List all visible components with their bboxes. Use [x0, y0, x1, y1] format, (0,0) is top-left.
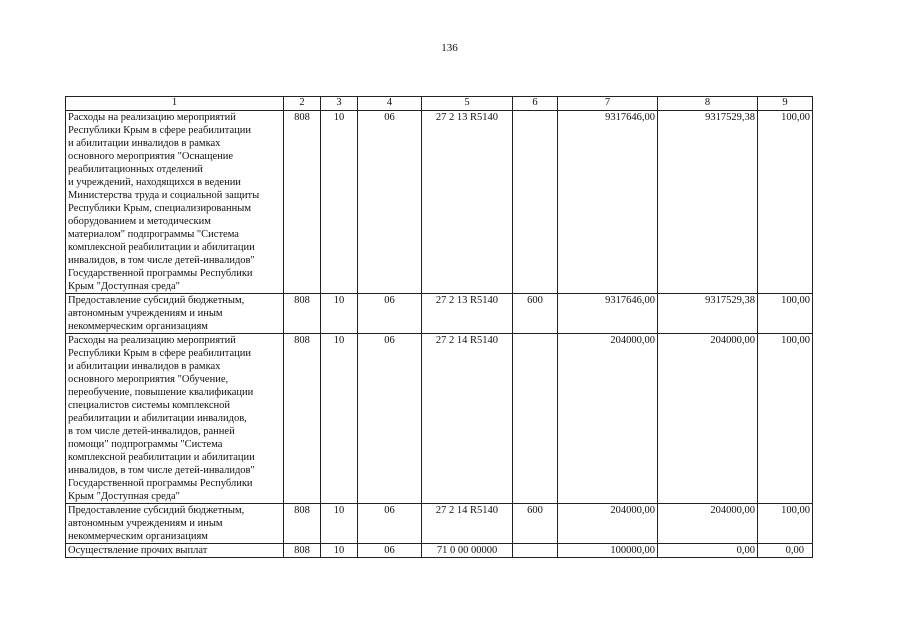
percent-cell: 0,00: [758, 544, 813, 558]
subsection-code-cell: 06: [358, 111, 422, 294]
section-code-cell: 10: [321, 294, 358, 334]
expense-name-cell: Расходы на реализацию мероприятий Республики Крым в сфере реабилитации и абилитации инвалидов в рамках основного мероприятия "Обучение, переобучение, повышение квалификации специалистов системы комплексной реабилитации и абилитации инвалидов, в том числе детей-инвалидов, ранней помощи" подпрограммы "Система комплексной реабилитации и абилитации инвалидов, в том числе детей-инвалидов" Государственной программы Республики Крым "Доступная среда": [66, 334, 284, 504]
column-header-7: 7: [558, 97, 658, 111]
header-row: [66, 97, 813, 111]
executed-amount-cell: 204000,00: [658, 504, 758, 544]
target-article-cell: 71 0 00 00000: [422, 544, 513, 558]
expense-name-cell: Осуществление прочих выплат: [66, 544, 284, 558]
executed-amount-cell: 0,00: [658, 544, 758, 558]
planned-amount-cell: 204000,00: [558, 334, 658, 504]
percent-cell: 100,00: [758, 111, 813, 294]
column-header-6: 6: [513, 97, 558, 111]
expense-name-cell: Расходы на реализацию мероприятий Республики Крым в сфере реабилитации и абилитации инвалидов в рамках основного мероприятия "Оснащение реабилитационных отделений и учреждений, находящихся в ведении Министерства труда и социальной защиты Республики Крым, специализированным оборудованием и методическим материалом" подпрограммы "Система комплексной реабилитации и абилитации инвалидов, в том числе детей-инвалидов" Государственной программы Республики Крым "Доступная среда": [66, 111, 284, 294]
percent-cell: 100,00: [758, 504, 813, 544]
ministry-code-cell: 808: [284, 111, 321, 294]
planned-amount-cell: 100000,00: [558, 544, 658, 558]
ministry-code-cell: 808: [284, 544, 321, 558]
executed-amount-cell: 9317529,38: [658, 111, 758, 294]
expense-type-cell: 600: [513, 294, 558, 334]
ministry-code-cell: 808: [284, 334, 321, 504]
expense-name-cell: Предоставление субсидий бюджетным, автономным учреждениям и иным некоммерческим организациям: [66, 294, 284, 334]
planned-amount-cell: 9317646,00: [558, 111, 658, 294]
column-header-1: 1: [66, 97, 284, 111]
subsection-code-cell: 06: [358, 544, 422, 558]
column-header-9: 9: [758, 97, 813, 111]
expense-type-cell: [513, 111, 558, 294]
target-article-cell: 27 2 14 R5140: [422, 334, 513, 504]
section-code-cell: 10: [321, 334, 358, 504]
subsection-code-cell: 06: [358, 504, 422, 544]
expense-type-cell: [513, 334, 558, 504]
section-code-cell: 10: [321, 544, 358, 558]
table-row: [66, 544, 813, 558]
expense-type-cell: 600: [513, 504, 558, 544]
table-row: [66, 294, 813, 334]
executed-amount-cell: 204000,00: [658, 334, 758, 504]
table-row: [66, 504, 813, 544]
expense-type-cell: [513, 544, 558, 558]
section-code-cell: 10: [321, 111, 358, 294]
column-header-5: 5: [422, 97, 513, 111]
planned-amount-cell: 204000,00: [558, 504, 658, 544]
budget-table: [65, 96, 813, 558]
column-header-8: 8: [658, 97, 758, 111]
column-header-4: 4: [358, 97, 422, 111]
target-article-cell: 27 2 13 R5140: [422, 111, 513, 294]
column-header-3: 3: [321, 97, 358, 111]
page-number: 136: [441, 42, 458, 54]
subsection-code-cell: 06: [358, 334, 422, 504]
ministry-code-cell: 808: [284, 294, 321, 334]
table-row: [66, 334, 813, 504]
target-article-cell: 27 2 13 R5140: [422, 294, 513, 334]
percent-cell: 100,00: [758, 294, 813, 334]
section-code-cell: 10: [321, 504, 358, 544]
planned-amount-cell: 9317646,00: [558, 294, 658, 334]
percent-cell: 100,00: [758, 334, 813, 504]
expense-name-cell: Предоставление субсидий бюджетным, автономным учреждениям и иным некоммерческим организациям: [66, 504, 284, 544]
executed-amount-cell: 9317529,38: [658, 294, 758, 334]
table-row: [66, 111, 813, 294]
column-header-2: 2: [284, 97, 321, 111]
target-article-cell: 27 2 14 R5140: [422, 504, 513, 544]
ministry-code-cell: 808: [284, 504, 321, 544]
subsection-code-cell: 06: [358, 294, 422, 334]
